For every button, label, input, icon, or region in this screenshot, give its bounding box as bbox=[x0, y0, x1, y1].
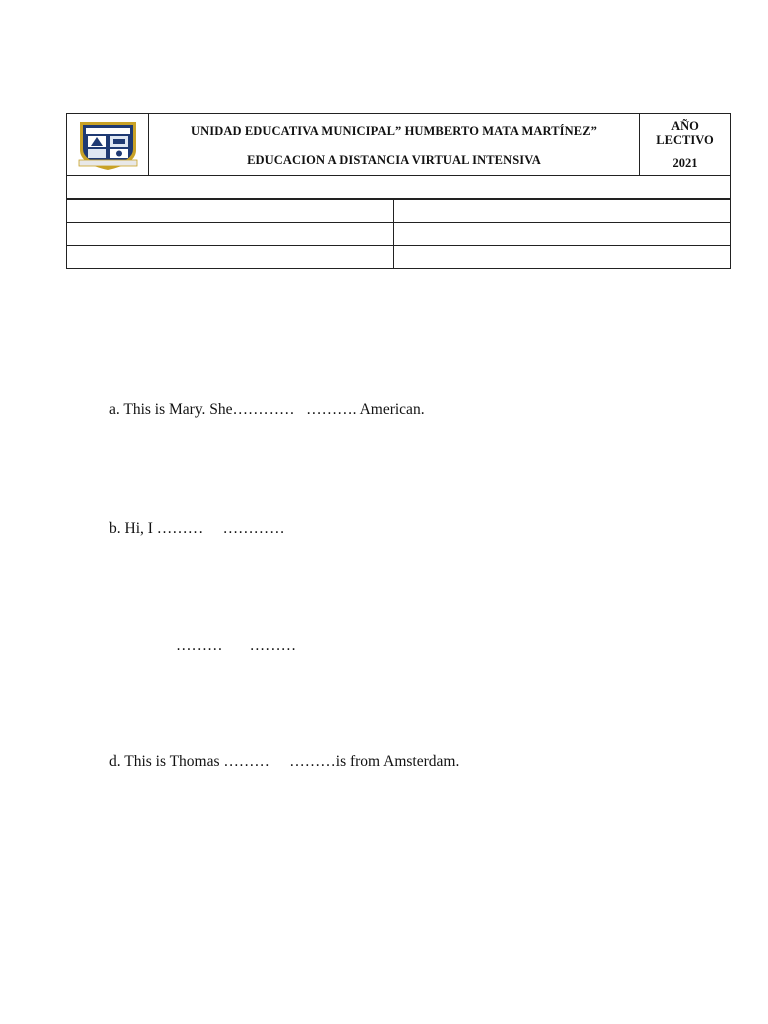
header-table bbox=[66, 113, 731, 199]
info-grid bbox=[66, 199, 731, 269]
year-value: 2021 bbox=[672, 156, 698, 170]
exercise-a: a. This is Mary. She………… ………. American. bbox=[109, 401, 425, 418]
info-row bbox=[67, 223, 731, 246]
blank-full-cell bbox=[67, 176, 731, 199]
info-cell-left bbox=[67, 200, 394, 223]
school-name: UNIDAD EDUCATIVA MUNICIPAL” HUMBERTO MATA MARTÍNEZ” bbox=[191, 123, 597, 138]
title-cell bbox=[149, 114, 640, 176]
exercise-b: b. Hi, I ……… ………… bbox=[109, 520, 285, 537]
info-row bbox=[67, 246, 731, 269]
exercise-c: ……… ……… bbox=[176, 637, 297, 654]
info-cell-right bbox=[394, 223, 731, 246]
blank-full-row bbox=[67, 176, 731, 199]
school-crest-icon bbox=[77, 120, 139, 172]
year-label-1: AÑO bbox=[671, 119, 699, 133]
info-row bbox=[67, 200, 731, 223]
program-subtitle: EDUCACION A DISTANCIA VIRTUAL INTENSIVA bbox=[247, 152, 541, 167]
info-cell-left bbox=[67, 223, 394, 246]
info-cell-right bbox=[394, 246, 731, 269]
logo-cell bbox=[67, 114, 149, 176]
year-cell bbox=[640, 114, 731, 176]
header-title-row bbox=[67, 114, 731, 176]
exercise-d: d. This is Thomas ……… ………is from Amsterdam. bbox=[109, 753, 460, 770]
info-cell-right bbox=[394, 200, 731, 223]
info-cell-left bbox=[67, 246, 394, 269]
year-label-2: LECTIVO bbox=[656, 133, 714, 147]
